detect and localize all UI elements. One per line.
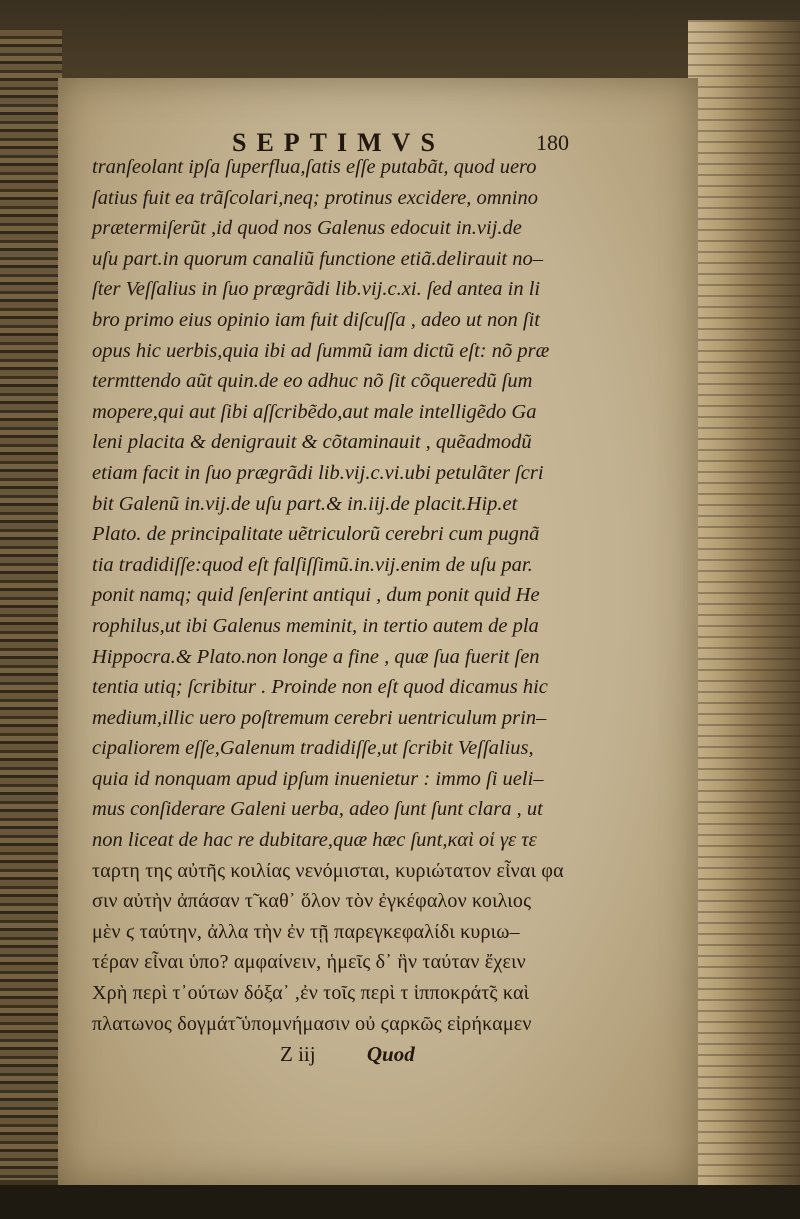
greek-line: τέραν εἶναι ὑπο? αμφαίνειν, ἡμεῖς δ᾽ ἣν ταύταν ἔχειν (92, 951, 526, 974)
page-stack-edge (688, 20, 800, 1190)
text-line: prætermiſerũt ,id quod nos Galenus edocuit in.vij.de (92, 217, 522, 240)
text-line: ſter Veſſalius in ſuo prægrãdi lib.vij.c.xi. ſed antea in li (92, 278, 541, 301)
text-line: ponit namq; quid ſenſerint antiqui , dum ponit quid He (92, 584, 540, 607)
greek-line: ταρτη της αὐτῆς κοιλίας νενόμισται, κυριώτατον εἶναι φα (92, 859, 564, 882)
scan-bottom-shadow (0, 1185, 800, 1219)
text-line: mus conſiderare Galeni uerba, adeo ſunt ſunt clara , ut (92, 798, 543, 821)
text-line: ſatius fuit ea trãſcolari,neq; protinus excidere, omnino (92, 186, 539, 209)
text-line: quia id nonquam apud ipſum inuenietur : immo ſi ueli– (92, 767, 544, 790)
text-line: medium,illic uero poſtremum cerebri uentriculum prin– (92, 706, 547, 729)
text-line: opus hic uerbis,quia ibi ad ſummũ iam dictũ eſt: nõ præ (92, 339, 550, 362)
latin-text (92, 152, 692, 856)
catchword: Quod (366, 1042, 415, 1067)
text-line: cipaliorem eſſe,Galenum tradidiſſe,ut ſcribit Veſſalius, (92, 737, 534, 760)
greek-text (92, 856, 692, 1040)
text-line: Plato. de principalitate uẽtriculorũ cerebri cum pugnã (92, 523, 540, 546)
greek-line: Χρὴ περὶ τ᾽ούτων δόξα᾽ ,ἐν τοῖς περὶ τ ἱπποκράτ̃ς καὶ (92, 982, 530, 1005)
page-number: 180 (536, 130, 569, 155)
greek-line: σιν αὐτὴν ἀπάσαν τ̃ καθ᾽ ὅλον τὸν ἐγκέφαλον κοιλιος (92, 890, 532, 913)
greek-line: πλατωνος δογμάτ̃ ὑπομνήμασιν οὐ ϛαρκῶς εἰρήκαμεν (92, 1012, 532, 1035)
greek-line: μὲν ϛ ταύτην, ἀλλα τὴν ἐν τῇ παρεγκεφαλίδι κυριω– (92, 920, 520, 943)
page-header (92, 78, 692, 157)
signature-mark: Z iij (280, 1042, 316, 1067)
text-line: mopere,qui aut ſibi aſſcribẽdo,aut male intelligẽdo Ga (92, 400, 537, 423)
text-line: leni placita & denigrauit & cõtaminauit , quẽadmodũ (92, 431, 532, 454)
text-line: non liceat de hac re dubitare,quæ hæc ſunt,καὶ οἱ γε τε (92, 829, 537, 852)
text-line: uſu part.in quorum canaliũ functione etiã.delirauit no– (92, 247, 543, 270)
text-line: termttendo aũt quin.de eo adhuc nõ ſit cõqueredũ ſum (92, 370, 533, 393)
text-line: tia tradidiſſe:quod eſt falſiſſimũ.in.vij.enim de uſu par. (92, 553, 533, 576)
text-line: bro primo eius opinio iam fuit diſcuſſa , adeo ut non ſit (92, 308, 540, 331)
text-block (92, 78, 692, 1070)
running-head: SEPTIMVS (232, 128, 445, 157)
book-spine-edge (0, 30, 62, 1180)
text-line: tentia utiq; ſcribitur . Proinde non eſt quod dicamus hic (92, 676, 548, 699)
text-line: tranſeolant ipſa ſuperflua,ſatis eſſe putabãt, quod uero (92, 156, 537, 178)
text-line: Hippocra.& Plato.non longe a fine , quæ ſua fuerit ſen (92, 645, 540, 668)
text-line: etiam facit in ſuo prægrãdi lib.vij.c.vi.ubi petulãter ſcri (92, 461, 544, 484)
book-page (58, 78, 698, 1186)
text-line: bit Galenũ in.vij.de uſu part.& in.iij.de placit.Hip.et (92, 492, 518, 515)
text-line: rophilus,ut ibi Galenus meminit, in tertio autem de pla (92, 614, 539, 637)
catchline (92, 1039, 692, 1070)
